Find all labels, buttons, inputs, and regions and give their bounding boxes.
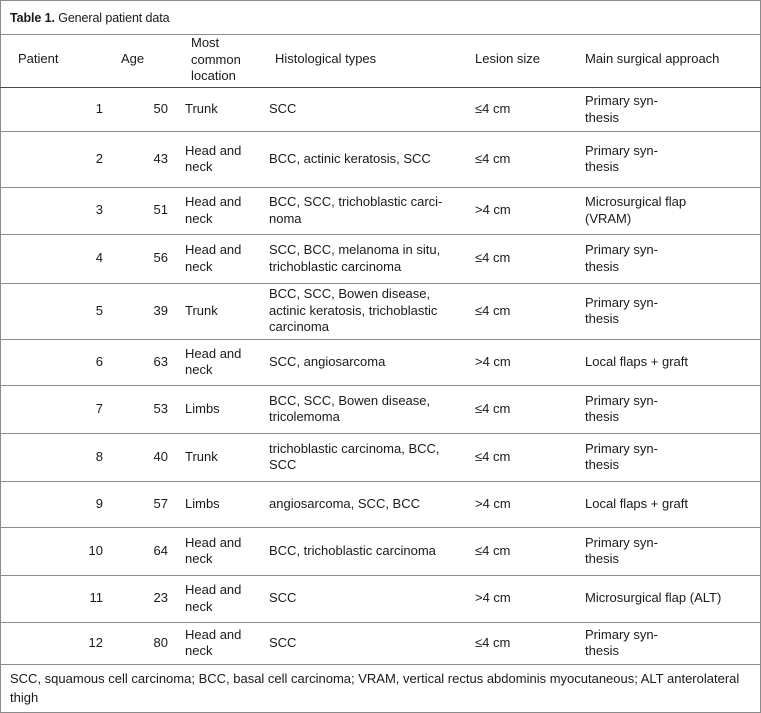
row-divider: [0, 481, 761, 482]
cell-patient: 11: [89, 590, 103, 606]
cell-location: [185, 346, 241, 379]
cell-age: 64: [153, 542, 168, 558]
cell-location-line: Trunk: [185, 101, 218, 117]
cell-lesion-size: ≤4 cm: [475, 250, 511, 266]
cell-lesion-size: ≤4 cm: [475, 150, 511, 166]
header-histology: Histological types: [275, 51, 377, 66]
row-divider: [0, 575, 761, 576]
header-location-line: location: [191, 68, 236, 83]
cell-surgical-approach-line: thesis: [585, 258, 619, 274]
cell-histology: [269, 635, 296, 652]
cell-surgical-approach-line: Primary syn-: [585, 626, 658, 642]
cell-location-line: Head and: [185, 242, 242, 257]
cell-location-line: Head and: [185, 626, 242, 642]
cell-histology-line: SCC: [269, 457, 297, 472]
row-divider: [0, 433, 761, 434]
cell-location: [185, 194, 241, 227]
table-footnote: SCC, squamous cell carcinoma; BCC, basal cell carcinoma; VRAM, vertical rectus abdominis myocutaneous; ALT anterolateral thigh: [10, 671, 740, 705]
cell-age: 23: [153, 590, 168, 606]
cell-histology-line: SCC: [269, 101, 297, 117]
cell-age: 40: [153, 448, 168, 464]
cell-age: 57: [153, 495, 168, 511]
cell-location-line: Head and: [185, 534, 242, 550]
header-location: [191, 35, 241, 85]
cell-surgical-approach-line: Primary syn-: [585, 440, 658, 456]
cell-surgical-approach-line: thesis: [585, 409, 619, 424]
cell-age: 53: [153, 400, 168, 416]
cell-lesion-size: ≤4 cm: [475, 634, 511, 650]
row-divider: [0, 283, 761, 284]
cell-patient: 1: [95, 101, 103, 117]
cell-surgical-approach-line: Microsurgical flap: [585, 194, 687, 209]
cell-surgical-approach-line: Microsurgical flap (ALT): [585, 590, 722, 606]
header-patient: Patient: [18, 51, 59, 66]
cell-histology-line: BCC, SCC, trichoblastic carci-: [269, 194, 443, 209]
cell-location-line: Head and: [185, 142, 242, 158]
cell-location-line: neck: [185, 551, 213, 566]
cell-surgical-approach-line: Local flaps + graft: [585, 495, 688, 511]
cell-histology-line: SCC: [269, 590, 297, 606]
cell-surgical-approach-line: (VRAM): [585, 210, 632, 226]
table-number: Table 1.: [10, 11, 55, 25]
cell-histology-line: BCC, trichoblastic carcinoma: [269, 542, 436, 558]
cell-location-line: Trunk: [185, 448, 218, 464]
row-divider: [0, 131, 761, 132]
cell-location: [185, 627, 241, 660]
cell-patient: 3: [95, 202, 103, 218]
header-age: Age: [121, 51, 145, 66]
cell-age: 51: [153, 202, 168, 218]
cell-patient: 4: [95, 250, 103, 266]
header-top-rule: [0, 34, 761, 35]
cell-location-line: neck: [185, 362, 213, 377]
cell-lesion-size: ≤4 cm: [475, 542, 511, 558]
cell-location-line: neck: [185, 598, 213, 614]
cell-surgical-approach-line: thesis: [585, 643, 619, 658]
cell-histology: [269, 441, 440, 474]
cell-surgical-approach: [585, 393, 658, 426]
cell-histology: [269, 194, 442, 227]
cell-patient: 2: [95, 150, 103, 166]
cell-age: 39: [153, 302, 168, 318]
row-divider: [0, 527, 761, 528]
table-caption: [10, 11, 169, 25]
cell-histology-line: BCC, SCC, Bowen disease,: [269, 286, 431, 302]
cell-histology-line: noma: [269, 210, 302, 226]
cell-age: 56: [153, 250, 168, 266]
cell-location-line: Trunk: [185, 302, 218, 318]
row-divider: [0, 622, 761, 623]
cell-histology-line: SCC, BCC, melanoma in situ,: [269, 242, 441, 257]
cell-location-line: Limbs: [185, 400, 220, 416]
cell-surgical-approach-line: thesis: [585, 109, 619, 125]
cell-surgical-approach-line: thesis: [585, 551, 619, 566]
cell-histology-line: BCC, actinic keratosis, SCC: [269, 150, 431, 166]
cell-surgical-approach: [585, 93, 658, 126]
cell-surgical-approach-line: Primary syn-: [585, 93, 658, 108]
footnote-rule: [0, 664, 761, 665]
header-location-line: common: [191, 51, 241, 67]
cell-histology: [269, 101, 296, 118]
header-location-line: Most: [191, 35, 220, 50]
row-divider: [0, 339, 761, 340]
cell-location: [185, 401, 220, 418]
cell-lesion-size: ≤4 cm: [475, 448, 511, 464]
cell-histology-line: BCC, SCC, Bowen disease,: [269, 392, 431, 408]
cell-age: 63: [153, 353, 168, 369]
cell-histology-line: tricolemoma: [269, 409, 340, 424]
cell-lesion-size: ≤4 cm: [475, 101, 511, 117]
cell-surgical-approach: [585, 590, 721, 607]
cell-histology-line: actinic keratosis, trichoblastic: [269, 302, 438, 318]
cell-age: 43: [153, 150, 168, 166]
cell-patient: 10: [88, 542, 103, 558]
cell-location: [185, 582, 241, 615]
cell-location: [185, 242, 241, 275]
cell-surgical-approach: [585, 242, 658, 275]
cell-location: [185, 303, 218, 320]
cell-histology: [269, 496, 420, 513]
cell-histology-line: trichoblastic carcinoma, BCC,: [269, 440, 440, 456]
cell-location: [185, 143, 241, 176]
cell-surgical-approach: [585, 143, 658, 176]
cell-histology-line: trichoblastic carcinoma: [269, 258, 402, 274]
row-divider: [0, 234, 761, 235]
cell-surgical-approach: [585, 295, 658, 328]
cell-lesion-size: >4 cm: [475, 590, 511, 606]
cell-location-line: Head and: [185, 345, 242, 361]
cell-histology: [269, 590, 296, 607]
cell-histology-line: angiosarcoma, SCC, BCC: [269, 495, 420, 511]
cell-age: 50: [153, 101, 168, 117]
cell-surgical-approach-line: Primary syn-: [585, 294, 658, 310]
cell-surgical-approach-line: Primary syn-: [585, 534, 658, 550]
cell-surgical-approach-line: thesis: [585, 159, 619, 174]
cell-location: [185, 535, 241, 568]
cell-histology: [269, 393, 430, 426]
table-title: General patient data: [58, 11, 170, 25]
cell-location-line: Head and: [185, 194, 242, 209]
cell-surgical-approach: [585, 535, 658, 568]
cell-surgical-approach-line: Primary syn-: [585, 142, 658, 158]
cell-surgical-approach: [585, 441, 658, 474]
row-divider: [0, 385, 761, 386]
cell-surgical-approach-line: thesis: [585, 457, 619, 472]
cell-histology: [269, 543, 436, 560]
cell-surgical-approach-line: Local flaps + graft: [585, 353, 688, 369]
cell-location: [185, 101, 218, 118]
cell-histology-line: SCC, angiosarcoma: [269, 353, 386, 369]
cell-patient: 9: [95, 495, 103, 511]
cell-location: [185, 496, 220, 513]
cell-surgical-approach-line: Primary syn-: [585, 242, 658, 257]
cell-lesion-size: >4 cm: [475, 353, 511, 369]
cell-histology-line: SCC: [269, 634, 297, 650]
cell-lesion-size: >4 cm: [475, 495, 511, 511]
cell-location: [185, 449, 218, 466]
cell-location-line: neck: [185, 643, 213, 658]
cell-patient: 7: [95, 400, 103, 416]
cell-histology: [269, 242, 440, 275]
cell-surgical-approach-line: Primary syn-: [585, 392, 658, 408]
cell-lesion-size: ≤4 cm: [475, 400, 511, 416]
row-divider: [0, 187, 761, 188]
header-surgical-approach: Main surgical approach: [585, 51, 720, 66]
cell-location-line: Limbs: [185, 495, 220, 511]
header-lesion-size: Lesion size: [475, 51, 541, 66]
cell-age: 80: [153, 634, 168, 650]
cell-histology: [269, 354, 385, 371]
cell-histology: [269, 151, 431, 168]
cell-surgical-approach: [585, 496, 688, 513]
cell-location-line: neck: [185, 258, 213, 274]
cell-location-line: neck: [185, 159, 213, 174]
cell-location-line: neck: [185, 210, 213, 226]
cell-surgical-approach: [585, 194, 686, 227]
cell-patient: 12: [88, 634, 103, 650]
cell-histology: [269, 286, 437, 336]
cell-location-line: Head and: [185, 582, 242, 597]
cell-patient: 6: [95, 353, 103, 369]
header-bottom-rule: [0, 87, 761, 88]
cell-surgical-approach: [585, 354, 688, 371]
cell-surgical-approach: [585, 627, 658, 660]
cell-patient: 5: [95, 302, 103, 318]
cell-surgical-approach-line: thesis: [585, 311, 619, 326]
cell-patient: 8: [95, 448, 103, 464]
cell-lesion-size: ≤4 cm: [475, 302, 511, 318]
cell-lesion-size: >4 cm: [475, 202, 511, 218]
cell-histology-line: carcinoma: [269, 319, 329, 335]
